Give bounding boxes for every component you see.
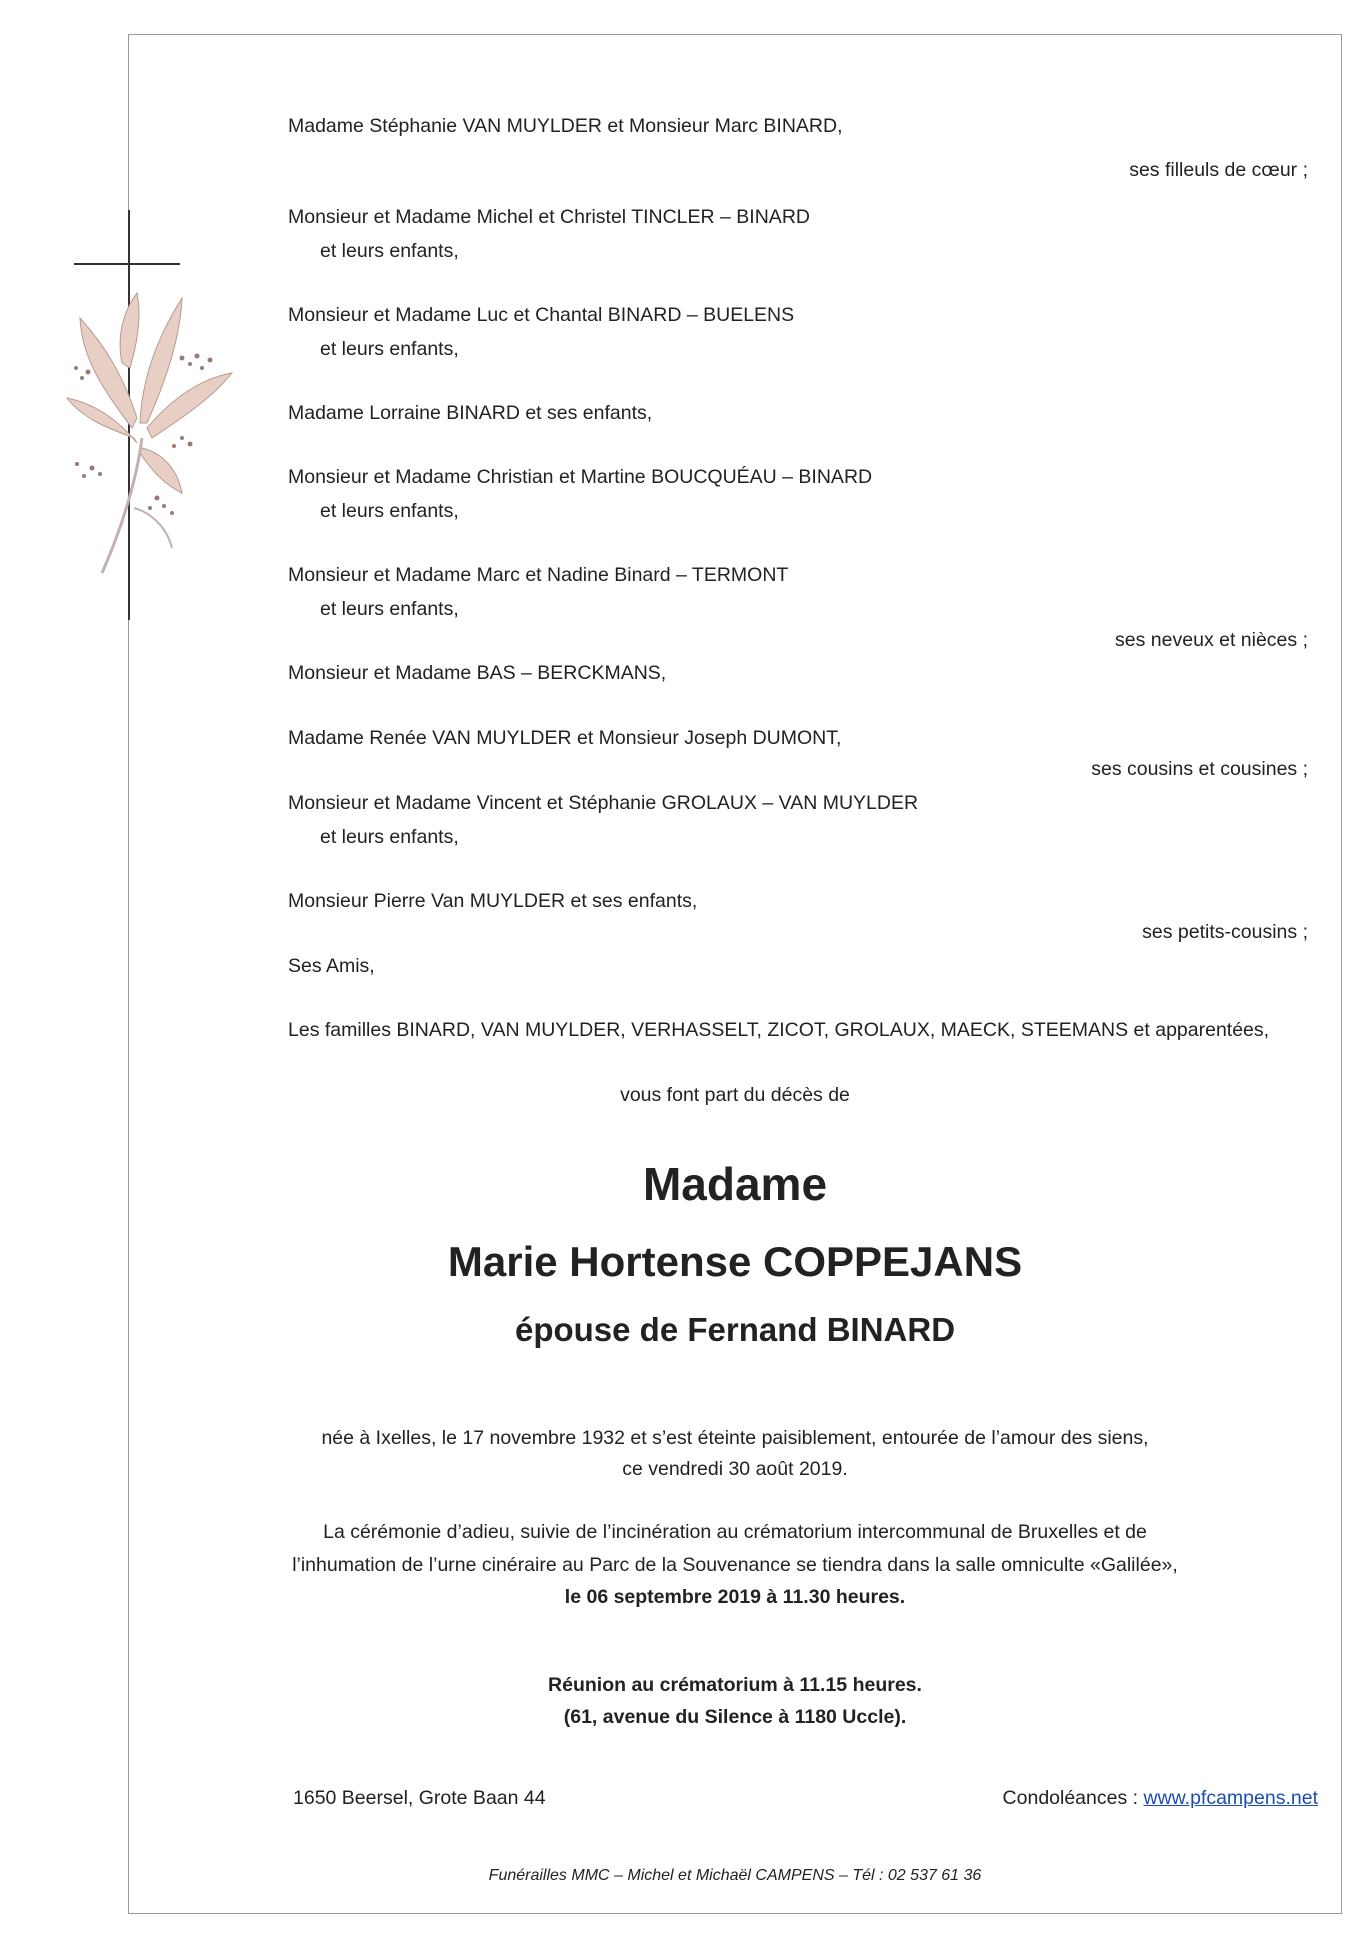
family-line-3: Monsieur et Madame Luc et Chantal BINARD – BUELENS (288, 304, 795, 326)
birth-line-2: ce vendredi 30 août 2019. (622, 1458, 848, 1480)
ceremony-date: le 06 septembre 2019 à 11.30 heures. (564, 1586, 906, 1608)
footer-credit: Funérailles MMC – Michel et Michaël CAMPENS – Tél : 02 537 61 36 (488, 1867, 982, 1884)
relation-godchildren: ses filleuls de cœur ; (1129, 159, 1308, 181)
birth-line-1: née à Ixelles, le 17 novembre 1932 et s’est éteinte paisiblement, entourée de l’amour des siens, (321, 1427, 1149, 1449)
family-line-5-children: et leurs enfants, (320, 500, 459, 522)
ceremony-line-1: La cérémonie d’adieu, suivie de l’incinération au crématorium intercommunal de Bruxelles et de (323, 1521, 1147, 1543)
family-line-5: Monsieur et Madame Christian et Martine BOUCQUÉAU – BINARD (288, 466, 873, 488)
family-line-6: Monsieur et Madame Marc et Nadine Binard – TERMONT (288, 564, 789, 586)
condolences (1003, 1786, 1318, 1810)
family-line-3-children: et leurs enfants, (320, 338, 459, 360)
relation-nephews: ses neveux et nièces ; (1115, 629, 1308, 651)
condolences-link[interactable]: www.pfcampens.net (1143, 1787, 1318, 1809)
meeting-line-1: Réunion au crématorium à 11.15 heures. (548, 1674, 922, 1696)
family-line-1: Madame Stéphanie VAN MUYLDER et Monsieur Marc BINARD, (288, 115, 843, 137)
condolences-label: Condoléances : (1002, 1787, 1144, 1809)
ceremony-line-2: l’inhumation de l’urne cinéraire au Parc de la Souvenance se tiendra dans la salle omniculte «Galilée», (292, 1554, 1178, 1576)
cross-horizontal-bar (74, 263, 180, 265)
relation-second-cousins: ses petits-cousins ; (1142, 921, 1308, 943)
meeting-line-2: (61, avenue du Silence à 1180 Uccle). (563, 1706, 907, 1728)
deceased-name: Marie Hortense COPPEJANS (447, 1238, 1023, 1285)
family-line-4: Madame Lorraine BINARD et ses enfants, (288, 402, 653, 424)
family-line-6-children: et leurs enfants, (320, 598, 459, 620)
family-line-families: Les familles BINARD, VAN MUYLDER, VERHASSELT, ZICOT, GROLAUX, MAECK, STEEMANS et apparentées, (288, 1019, 1270, 1041)
deceased-spouse: épouse de Fernand BINARD (514, 1311, 956, 1348)
family-line-8: Madame Renée VAN MUYLDER et Monsieur Joseph DUMONT, (288, 727, 842, 749)
announce-text: vous font part du décès de (620, 1084, 850, 1106)
relation-cousins: ses cousins et cousines ; (1091, 758, 1308, 780)
family-line-9-children: et leurs enfants, (320, 826, 459, 848)
family-line-2-children: et leurs enfants, (320, 240, 459, 262)
family-line-10: Monsieur Pierre Van MUYLDER et ses enfants, (288, 890, 698, 912)
family-line-2: Monsieur et Madame Michel et Christel TINCLER – BINARD (288, 206, 810, 228)
lily-flower-icon (62, 278, 242, 578)
family-line-9: Monsieur et Madame Vincent et Stéphanie GROLAUX – VAN MUYLDER (288, 792, 919, 814)
funeral-home-address: 1650 Beersel, Grote Baan 44 (293, 1787, 546, 1809)
family-line-friends: Ses Amis, (288, 955, 375, 977)
deceased-title: Madame (642, 1158, 828, 1210)
family-line-7: Monsieur et Madame BAS – BERCKMANS, (288, 662, 667, 684)
